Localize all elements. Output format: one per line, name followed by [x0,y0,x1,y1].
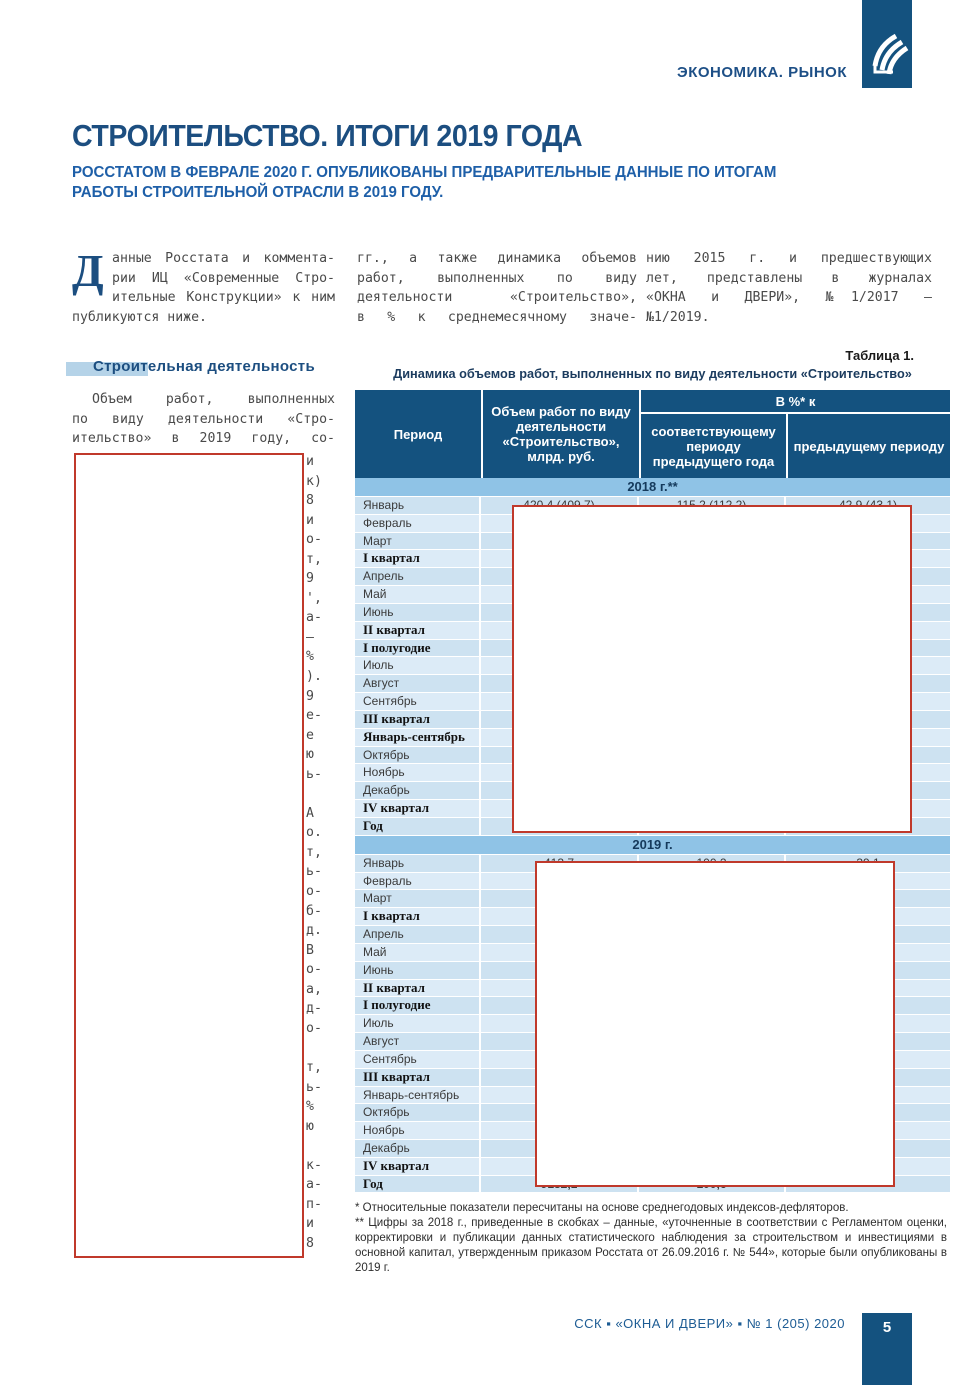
text-fragment: % [306,649,314,665]
text-line: в % к среднемесячному значе- [357,309,637,325]
text-fragment: ь- [306,1079,322,1095]
table-label: Таблица 1. [845,348,914,363]
section-heading-wrap [72,358,335,380]
period-cell: III квартал [355,1069,481,1086]
table-footnotes [355,1201,947,1276]
period-cell: IV квартал [355,800,481,817]
period-cell: Апрель [355,568,481,585]
text-fragment: к) [306,473,322,489]
section-header-label: ЭКОНОМИКА. РЫНОК [677,64,847,81]
text-line: РОССТАТОМ В ФЕВРАЛЕ 2020 Г. ОПУБЛИКОВАНЫ ПРЕДВАРИТЕЛЬНЫЕ ДАННЫЕ ПО ИТОГАМ [72,164,777,181]
text-line: Объем работ, выполненных [92,392,335,407]
period-cell: II квартал [355,980,481,997]
text-fragment: о- [306,884,322,900]
period-cell: Октябрь [355,1104,481,1121]
header-prev: предыдущему периоду [788,414,950,478]
text-fragment [306,1136,350,1156]
text-fragment: и [306,1216,314,1232]
text-fragment: п- [306,1196,322,1212]
text-fragment: д. [306,923,322,939]
header-period: Период [355,390,481,478]
page-subtitle [72,163,776,202]
text-fragment: и [306,512,314,528]
period-cell: I полугодие [355,640,481,657]
text-fragment: д- [306,1001,322,1017]
text-fragment: ь- [306,864,322,880]
section-heading: Строительная деятельность [93,358,315,375]
period-cell: Год [355,1176,481,1193]
text-fragment [306,1038,350,1058]
text-fragment: а- [306,610,322,626]
text-fragment: — [306,629,314,645]
period-cell: Июнь [355,604,481,621]
period-cell: Год [355,818,481,835]
text-fragment: о- [306,532,322,548]
text-fragment: ь- [306,766,322,782]
period-cell: Ноябрь [355,1122,481,1139]
intro-column-1-lines [72,245,335,327]
page-number-badge: 5 [862,1313,912,1385]
period-cell: Январь-сентябрь [355,1087,481,1104]
intro-column-3 [646,249,932,327]
text-fragment: к- [306,1157,322,1173]
text-fragment: В [306,942,314,958]
period-cell: Сентябрь [355,1051,481,1068]
construction-paragraph [72,390,335,449]
text-line: работ, выполненных по виду [357,270,637,286]
period-cell: Август [355,1033,481,1050]
period-cell: Ноябрь [355,764,481,781]
period-cell: Декабрь [355,1140,481,1157]
header-percent-group [641,390,950,478]
text-line: деятельности «Строительство», [357,290,637,305]
text-line: лет, представлены в журналах [646,270,932,286]
period-cell: I квартал [355,908,481,925]
logo-swoosh-icon [862,0,912,88]
text-line: №1/2019. [646,309,710,325]
text-fragment: ю [306,747,314,763]
text-fragment [306,784,350,804]
footnote: * Относительные показатели пересчитаны на основе среднегодовых индексов-дефляторов. [355,1202,849,1215]
period-cell: Сентябрь [355,693,481,710]
text-fragment: ', [306,590,322,606]
footnote: ** Цифры за 2018 г., приведенные в скобках – данные, «уточненные в соответствии с Регламентом оценки, корректировки и публикации данных статистического наблюдения за строительством и инвестициями в основной капитал, утвержденным приказом Росстата от 26.09.2016 г. № 544», которые были опубликованы в 2019 г. [355,1217,947,1275]
text-fragment: о- [306,1020,322,1036]
redaction-box-left-column [74,453,304,1258]
page-title: СТРОИТЕЛЬСТВО. ИТОГИ 2019 ГОДА [72,118,583,153]
period-cell: Май [355,586,481,603]
text-fragment: о- [306,962,322,978]
text-line: ительные Конструкции» к ним [112,290,335,305]
footer-journal-line: ССК ▪ «ОКНА И ДВЕРИ» ▪ № 1 (205) 2020 [574,1316,845,1331]
period-cell: III квартал [355,711,481,728]
text-fragment: % [306,1099,314,1115]
period-cell: Февраль [355,873,481,890]
text-fragment: ). [306,669,322,685]
period-cell: Январь-сентябрь [355,729,481,746]
header-volume: Объем работ по виду деятельности «Строительство», млрд. руб. [483,390,639,478]
period-cell: Февраль [355,515,481,532]
text-fragment: е- [306,708,322,724]
period-cell: Март [355,890,481,907]
text-line: по виду деятельности «Стро- [72,411,335,427]
period-cell: Январь [355,855,481,872]
period-cell: Июль [355,1015,481,1032]
text-line: гг., а также динамика объемов [357,251,637,266]
text-line: анные Росстата и коммента- [112,251,335,266]
text-line: «ОКНА и ДВЕРИ», №1/2017 – [646,290,932,305]
period-cell: Апрель [355,926,481,943]
period-cell: Декабрь [355,782,481,799]
table-year-band: 2018 г.** [355,478,950,497]
table-year-band: 2019 г. [355,836,950,855]
intro-column-2 [357,249,637,327]
period-cell: II квартал [355,622,481,639]
text-fragment: 8 [306,1235,314,1251]
text-line: ительство» в 2019 году, со- [72,431,335,446]
period-cell: Октябрь [355,747,481,764]
header-yoy: соответствующему периоду предыдущего года [641,414,786,478]
text-fragment: а- [306,1177,322,1193]
period-cell: Март [355,533,481,550]
text-fragment: 9 [306,571,314,587]
period-cell: I полугодие [355,997,481,1014]
text-fragment: ю [306,1118,314,1134]
journal-logo [862,0,912,88]
text-line: РАБОТЫ СТРОИТЕЛЬНОЙ ОТРАСЛИ В 2019 ГОДУ. [72,183,444,201]
period-cell: IV квартал [355,1158,481,1175]
text-fragment: 9 [306,688,314,704]
redaction-box-table-2019 [535,861,895,1187]
text-fragment: 8 [306,493,314,509]
period-cell: Май [355,944,481,961]
text-fragment: т, [306,551,322,567]
text-line: публикуются ниже. [72,309,207,325]
dropcap: Д [72,245,104,296]
text-fragment: А [306,805,314,821]
text-line: рии ИЦ «Современные Стро- [112,270,335,286]
period-cell: Июнь [355,962,481,979]
text-fragment: о. [306,825,322,841]
period-cell: Август [355,675,481,692]
text-fragment: е [306,727,314,743]
period-cell: Январь [355,497,481,514]
text-fragment: б- [306,903,322,919]
intro-column-1 [72,245,335,327]
text-fragment: а, [306,981,322,997]
text-line: нию 2015 г. и предшествующих [646,251,932,266]
period-cell: I квартал [355,550,481,567]
text-fragment: т, [306,844,322,860]
table-header [355,390,950,478]
text-fragment: т, [306,1059,322,1075]
period-cell: Июль [355,657,481,674]
table-caption: Динамика объемов работ, выполненных по виду деятельности «Строительство» [393,366,912,381]
redaction-edge-fragments [306,452,350,1253]
text-fragment: и [306,454,314,469]
redaction-box-table-2018 [512,505,912,833]
header-percent: В %* к [641,390,950,412]
